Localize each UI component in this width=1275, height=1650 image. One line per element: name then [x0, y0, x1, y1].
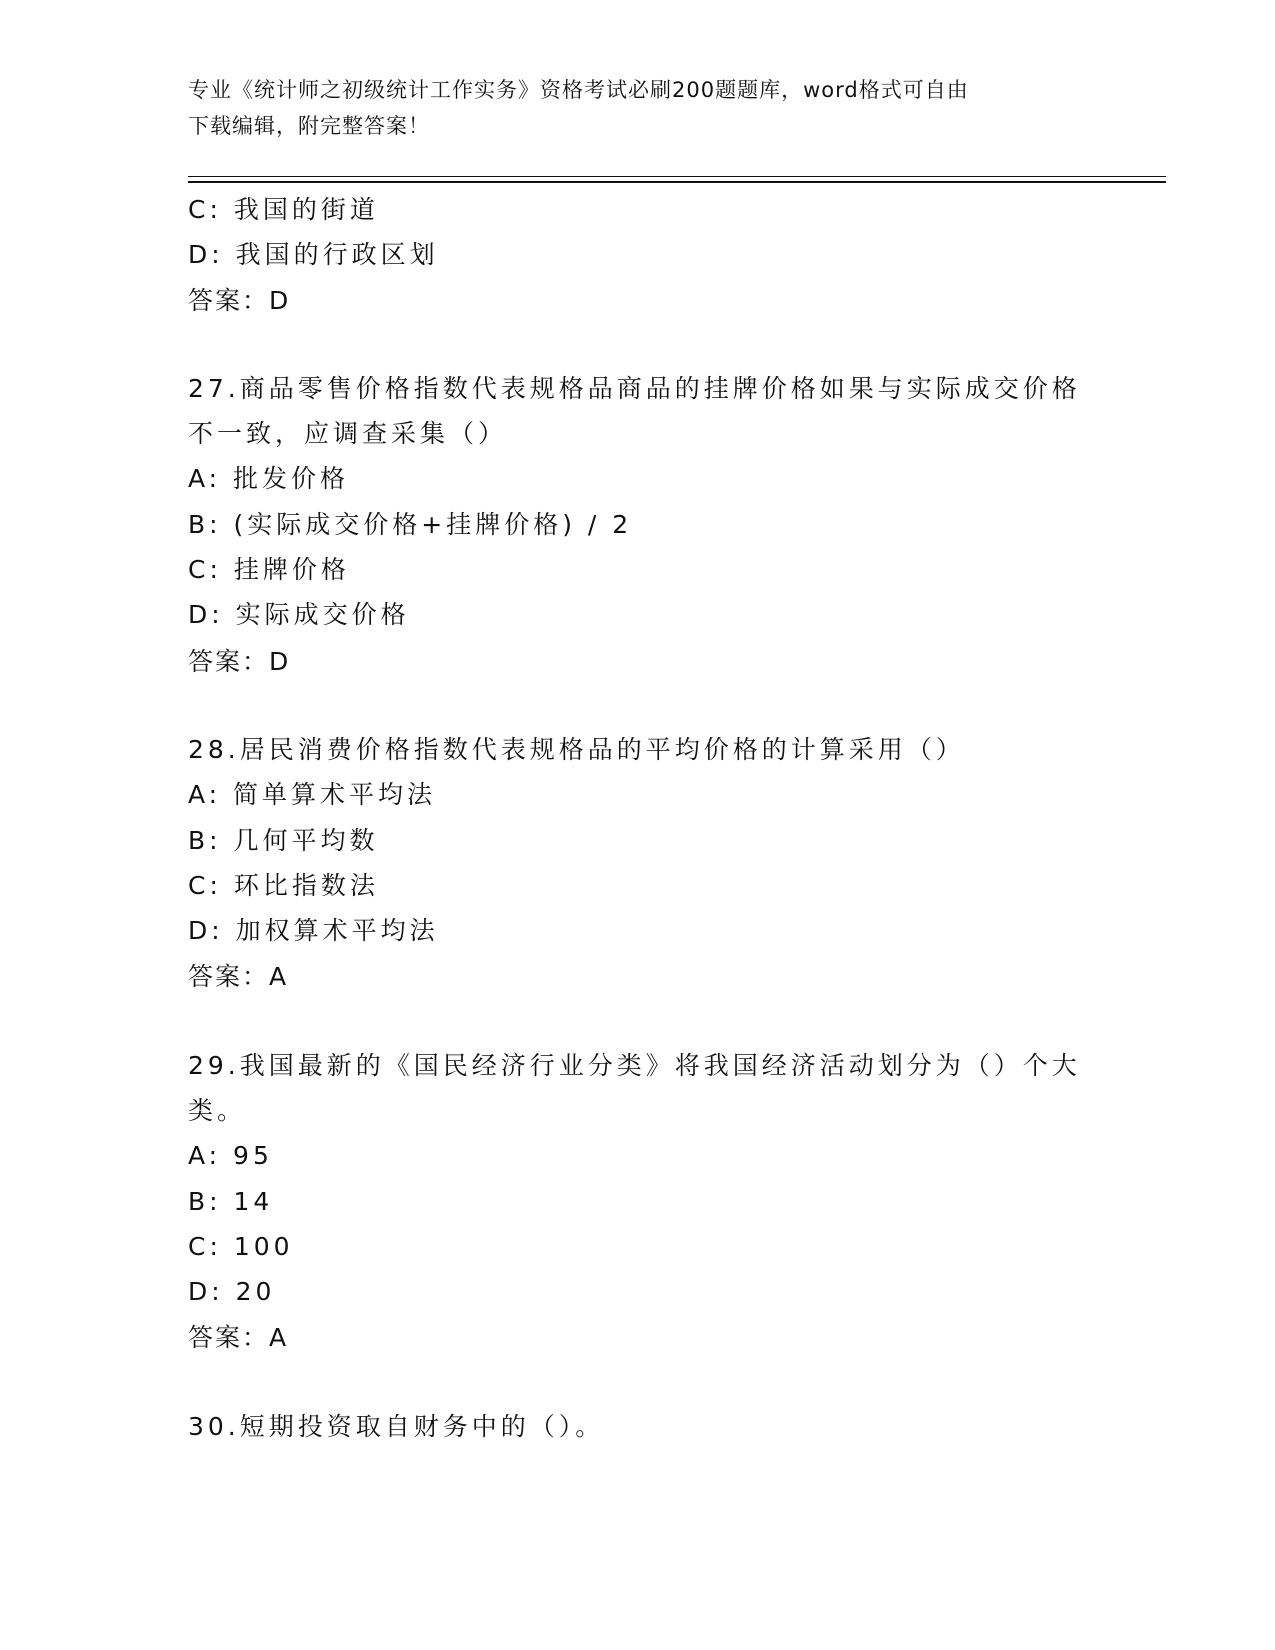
- q30-stem-line-1: 30.短期投资取自财务中的（）。: [188, 1412, 605, 1441]
- header-line-2: 下载编辑，附完整答案！: [188, 114, 430, 138]
- q28-option-d: D: 加权算术平均法: [188, 916, 439, 945]
- q27-stem-line-2: 不一致，应调查采集（）: [188, 419, 508, 448]
- q28-option-a: A: 简单算术平均法: [188, 780, 437, 809]
- prev-answer: 答案：D: [188, 286, 291, 315]
- q27-option-d: D: 实际成交价格: [188, 600, 410, 629]
- q27-option-b: B: (实际成交价格+挂牌价格) / 2: [188, 510, 633, 539]
- q28-stem-line-1: 28.居民消费价格指数代表规格品的平均价格的计算采用（）: [188, 735, 965, 764]
- document-header: [188, 72, 1088, 144]
- q29-option-a: A: 95: [188, 1141, 273, 1170]
- q29-stem-line-2: 类。: [188, 1096, 247, 1125]
- header-rule-thin: [188, 176, 1166, 177]
- q28-answer: 答案：A: [188, 962, 289, 991]
- q28-option-b: B: 几何平均数: [188, 826, 379, 855]
- prev-option-c: C: 我国的街道: [188, 195, 379, 224]
- q27-option-a: A: 批发价格: [188, 464, 350, 493]
- header-line-1: 专业《统计师之初级统计工作实务》资格考试必刷200题题库，word格式可自由: [188, 78, 969, 102]
- q29-option-b: B: 14: [188, 1187, 274, 1216]
- header-rule-thick: [188, 181, 1166, 183]
- q27-option-c: C: 挂牌价格: [188, 555, 350, 584]
- prev-option-d: D: 我国的行政区划: [188, 240, 439, 269]
- q29-option-d: D: 20: [188, 1277, 276, 1306]
- q28-option-c: C: 环比指数法: [188, 871, 379, 900]
- q27-stem-line-1: 27.商品零售价格指数代表规格品商品的挂牌价格如果与实际成交价格: [188, 374, 1081, 403]
- q27-answer: 答案：D: [188, 647, 291, 676]
- q29-option-c: C: 100: [188, 1232, 294, 1261]
- q29-stem-line-1: 29.我国最新的《国民经济行业分类》将我国经济活动划分为（）个大: [188, 1051, 1081, 1080]
- q29-answer: 答案：A: [188, 1323, 289, 1352]
